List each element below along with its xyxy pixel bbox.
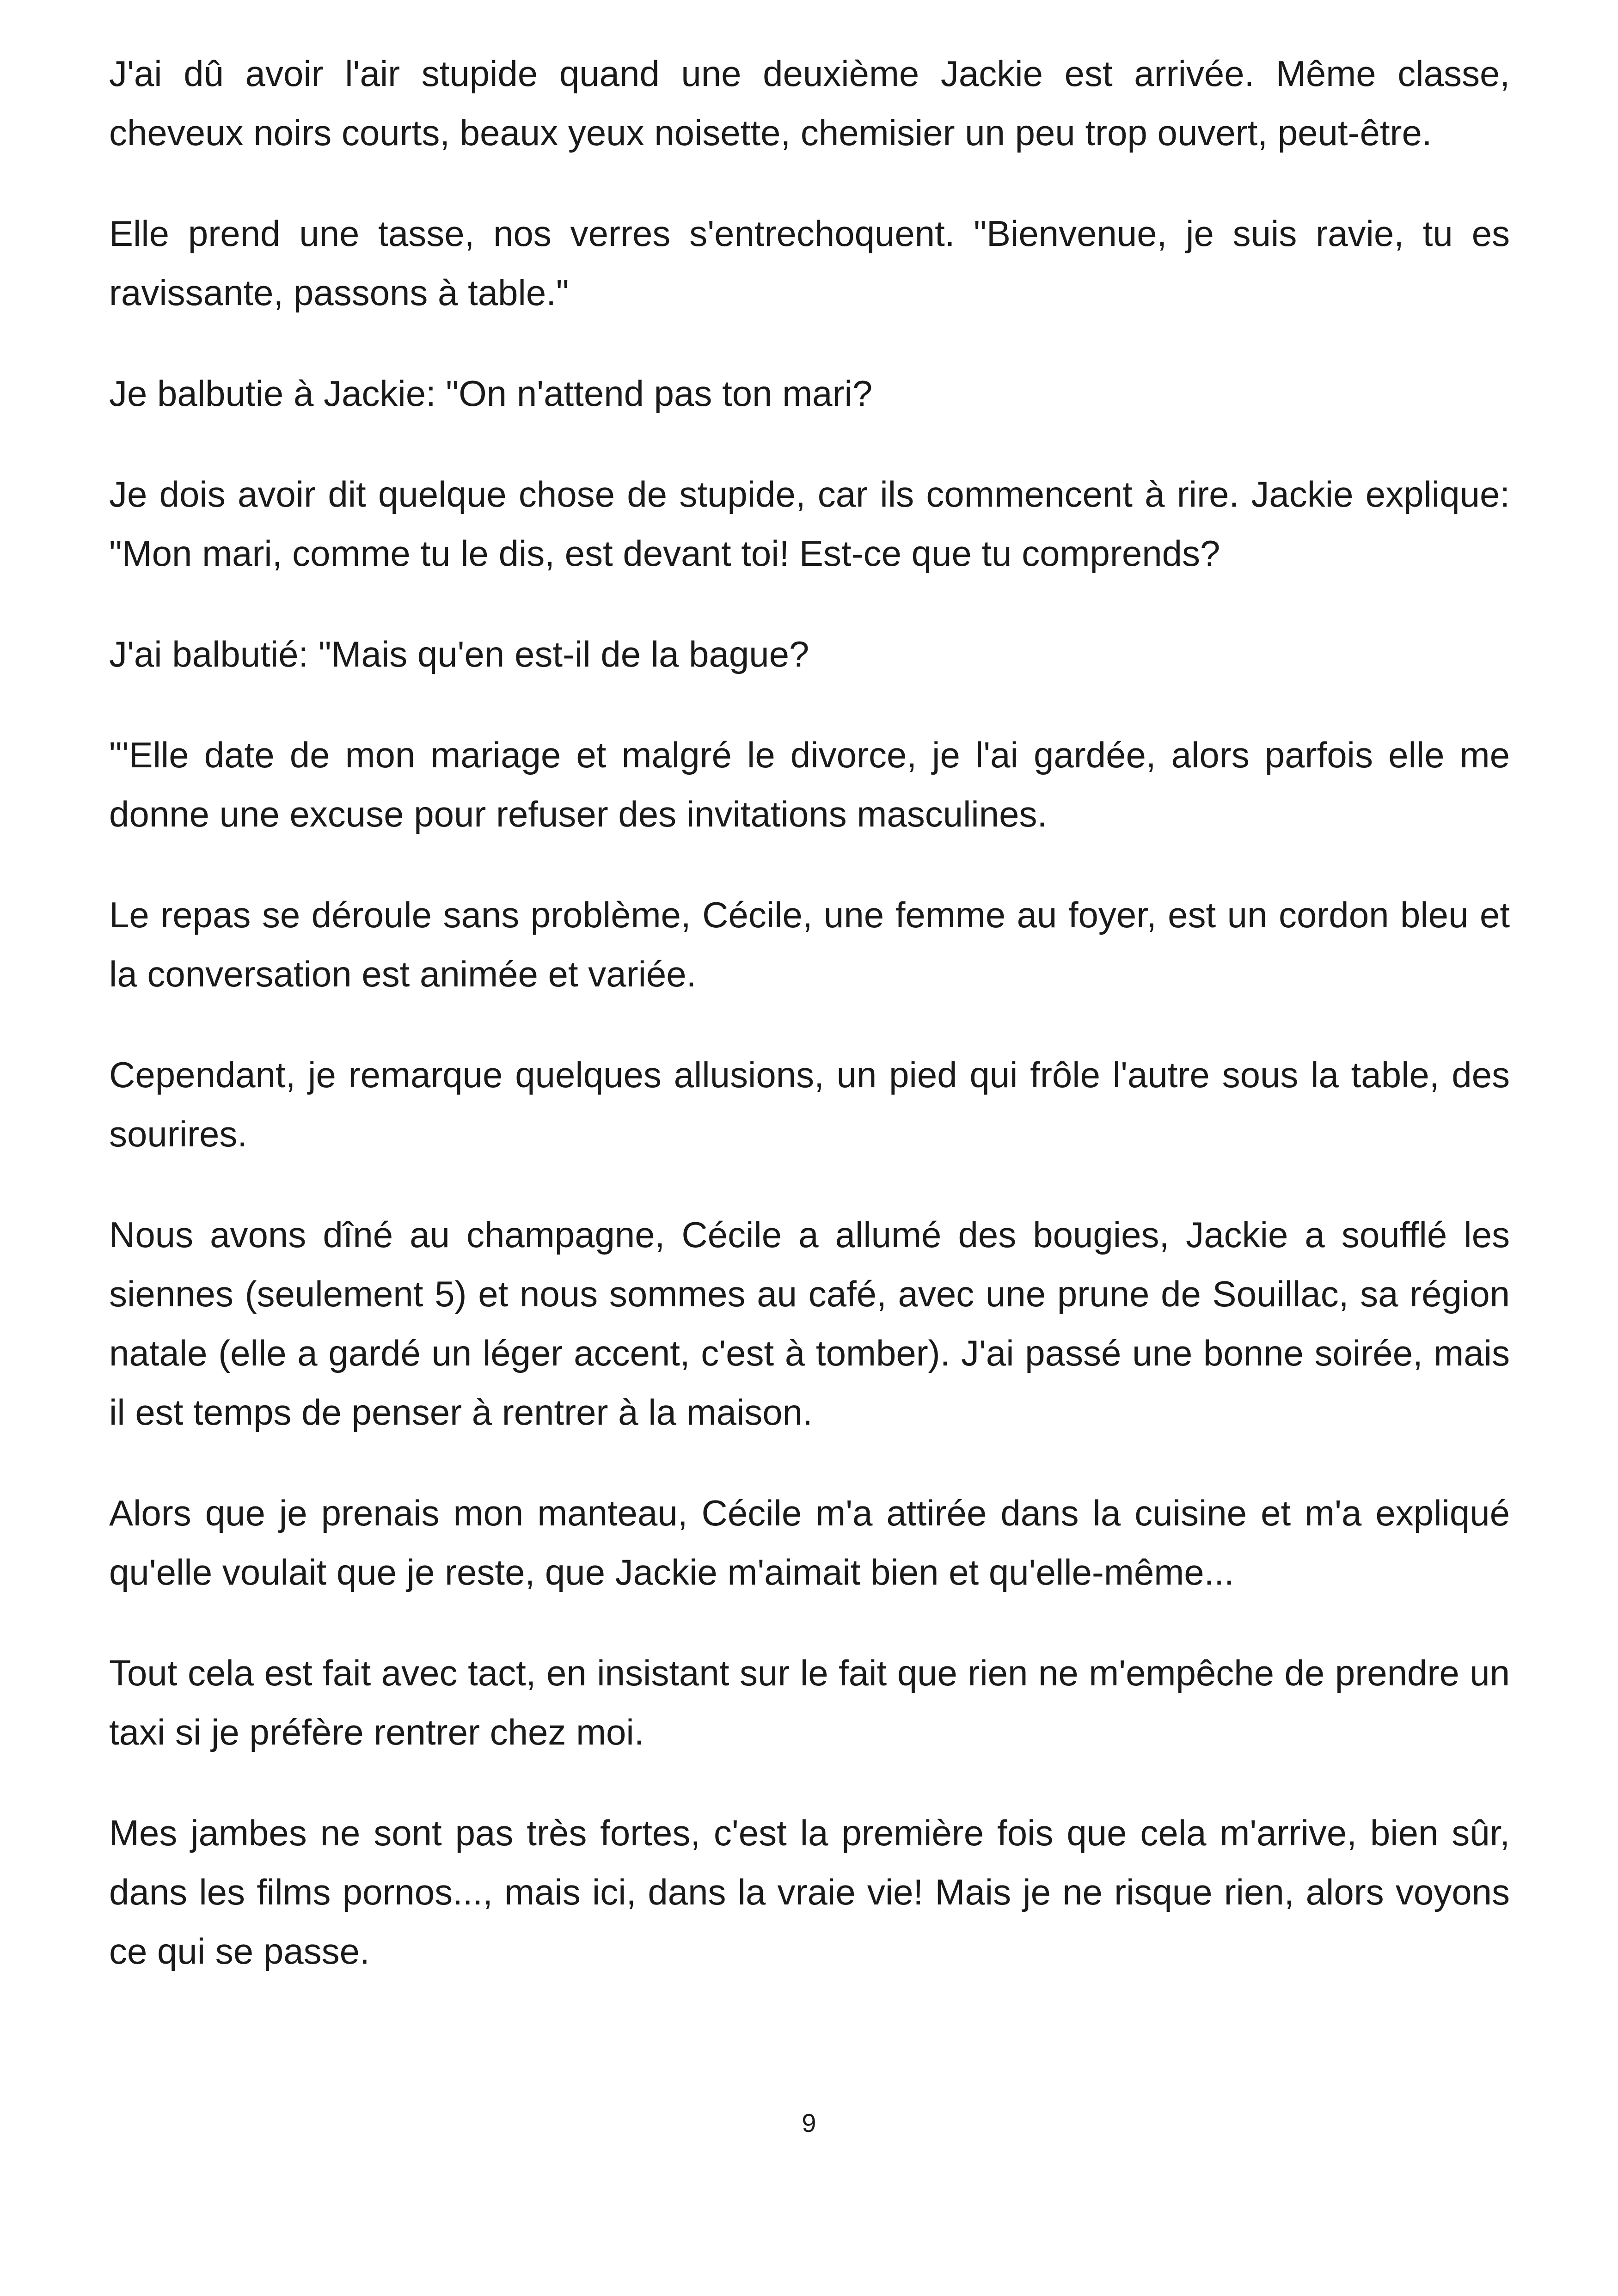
body-text bbox=[109, 44, 1510, 1981]
paragraph: "'Elle date de mon mariage et malgré le divorce, je l'ai gardée, alors parfois elle me donne une excuse pour refuser des invitations masculines. bbox=[109, 735, 1510, 834]
paragraph: Je dois avoir dit quelque chose de stupide, car ils commencent à rire. Jackie explique: "Mon mari, comme tu le dis, est devant toi! Est-ce que tu comprends? bbox=[109, 474, 1510, 574]
paragraph: Tout cela est fait avec tact, en insistant sur le fait que rien ne m'empêche de prendre un taxi si je préfère rentrer chez moi. bbox=[109, 1653, 1510, 1752]
page-number: 9 bbox=[802, 2108, 816, 2137]
paragraph: Cependant, je remarque quelques allusions, un pied qui frôle l'autre sous la table, des sourires. bbox=[109, 1054, 1510, 1154]
paragraph: Le repas se déroule sans problème, Cécile, une femme au foyer, est un cordon bleu et la conversation est animée et variée. bbox=[109, 894, 1510, 994]
paragraph: Je balbutie à Jackie: "On n'attend pas ton mari? bbox=[109, 373, 873, 414]
paragraph: J'ai dû avoir l'air stupide quand une deuxième Jackie est arrivée. Même classe, cheveux noirs courts, beaux yeux noisette, chemisier un peu trop ouvert, peut-être. bbox=[109, 53, 1510, 153]
paragraph: Nous avons dîné au champagne, Cécile a allumé des bougies, Jackie a soufflé les siennes (seulement 5) et nous sommes au café, avec une prune de Souillac, sa région natale (elle a gardé un léger accent, c'est à tomber). J'ai passé une bonne soirée, mais il est temps de penser à rentrer à la maison. bbox=[109, 1214, 1510, 1433]
paragraph: Elle prend une tasse, nos verres s'entrechoquent. "Bienvenue, je suis ravie, tu es ravissante, passons à table." bbox=[109, 213, 1510, 313]
paragraph: Mes jambes ne sont pas très fortes, c'est la première fois que cela m'arrive, bien sûr, dans les films pornos..., mais ici, dans la vraie vie! Mais je ne risque rien, alors voyons ce qui se passe. bbox=[109, 1812, 1510, 1971]
paragraph: J'ai balbutié: "Mais qu'en est-il de la bague? bbox=[109, 634, 809, 674]
paragraph: Alors que je prenais mon manteau, Cécile m'a attirée dans la cuisine et m'a expliqué qu'elle voulait que je reste, que Jackie m'aimait bien et qu'elle-même... bbox=[109, 1493, 1510, 1592]
